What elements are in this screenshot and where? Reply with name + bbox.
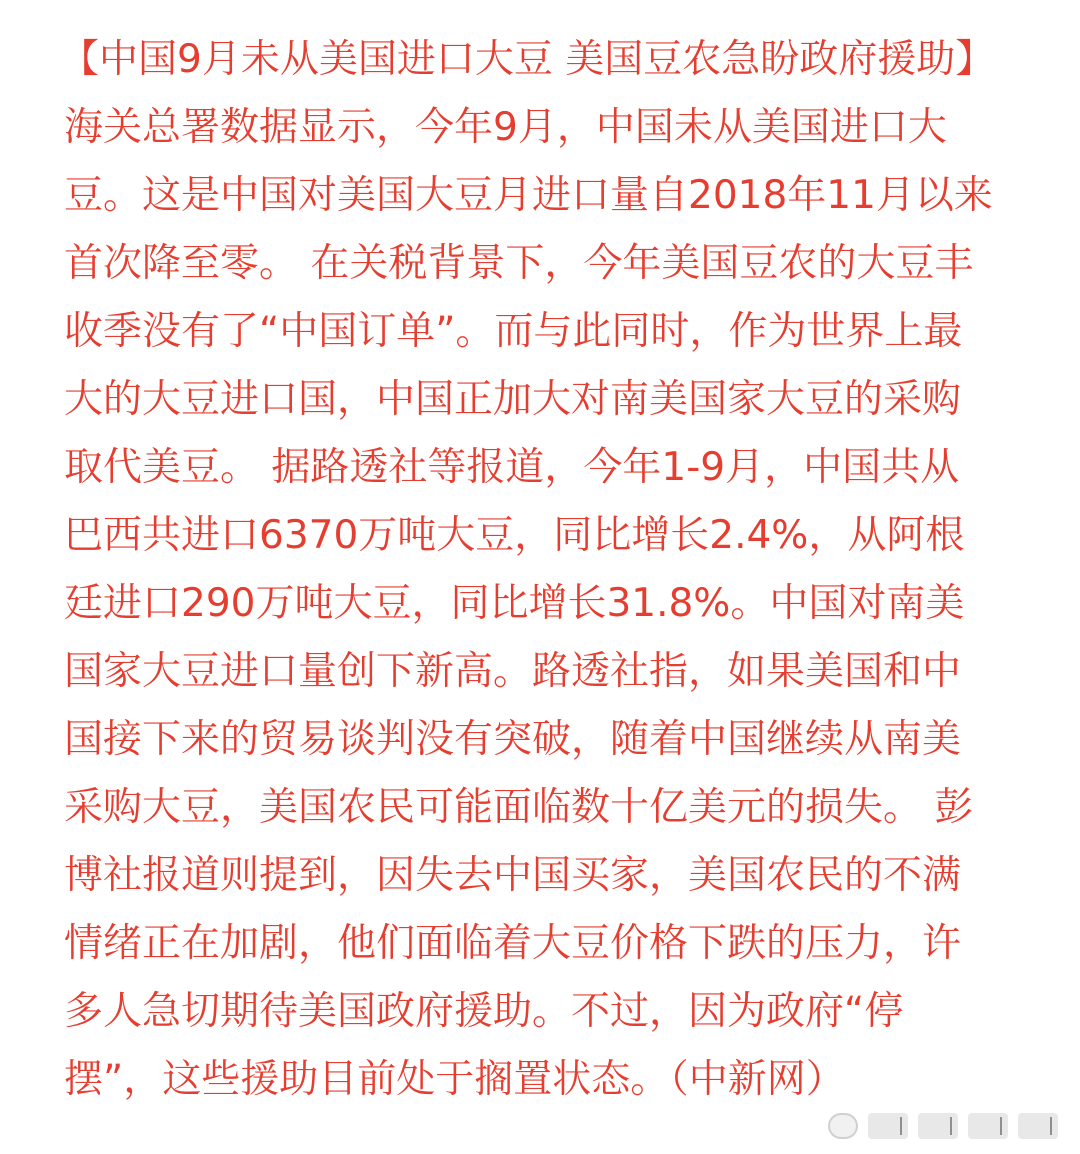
article-line: 采购大豆，美国农民可能面临数十亿美元的损失。 彭 (64, 785, 974, 830)
article-line: 国家大豆进口量创下新高。路透社指，如果美国和中 (64, 649, 962, 694)
article-line: 巴西共进口6370万吨大豆，同比增长2.4%，从阿根 (64, 513, 965, 558)
article-line: 首次降至零。 在关税背景下，今年美国豆农的大豆丰 (64, 241, 974, 286)
article-body (60, 26, 1049, 1114)
article-line: 国接下来的贸易谈判没有突破，随着中国继续从南美 (64, 717, 962, 762)
watermark-mark-icon (868, 1113, 908, 1139)
article-line: 廷进口290万吨大豆，同比增长31.8%。中国对南美 (64, 581, 965, 626)
article-line: 豆。这是中国对美国大豆月进口量自2018年11月以来 (64, 173, 993, 218)
article-line: 多人急切期待美国政府援助。不过，因为政府“停 (64, 989, 904, 1034)
article-line: 大的大豆进口国，中国正加大对南美国家大豆的采购 (64, 377, 962, 422)
article-line: 海关总署数据显示，今年9月，中国未从美国进口大 (64, 105, 947, 150)
watermark-mark-icon (968, 1113, 1008, 1139)
article-line: 取代美豆。 据路透社等报道，今年1-9月，中国共从 (64, 445, 960, 490)
watermark-mark-icon (1018, 1113, 1058, 1139)
article-line: 摆”，这些援助目前处于搁置状态。（中新网） (64, 1057, 845, 1102)
watermark-mark-icon (918, 1113, 958, 1139)
article-line: 博社报道则提到，因失去中国买家，美国农民的不满 (64, 853, 962, 898)
watermark-logo-icon (828, 1113, 858, 1139)
article-line: 情绪正在加剧，他们面临着大豆价格下跌的压力，许 (64, 921, 962, 966)
watermark (828, 1112, 1058, 1140)
article-title: 【中国9月未从美国进口大豆 美国豆农急盼政府援助】 (60, 37, 995, 82)
article-line: 收季没有了“中国订单”。而与此同时，作为世界上最 (64, 309, 963, 354)
